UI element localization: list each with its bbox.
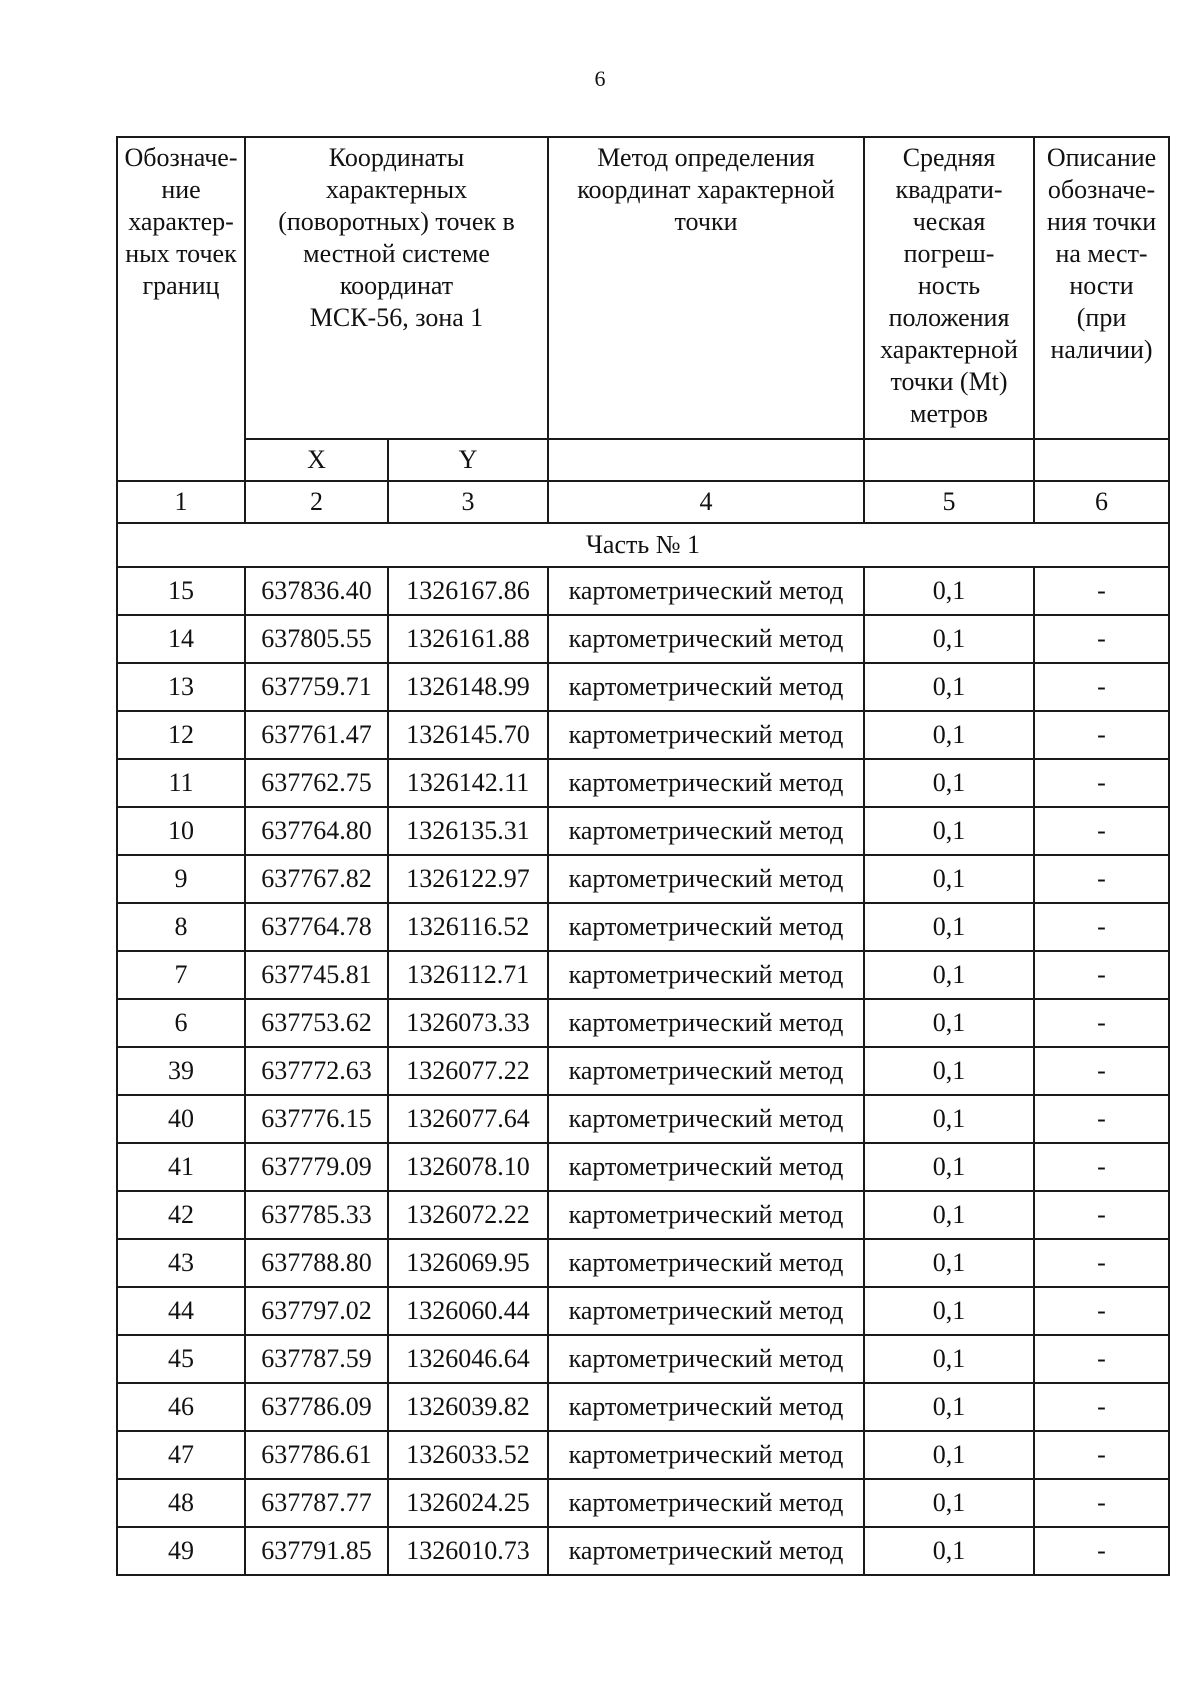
method-cell: картометрический метод <box>548 1287 864 1335</box>
y-coordinate-cell: 1326122.97 <box>388 855 548 903</box>
header-description <box>1034 137 1169 439</box>
y-coordinate-cell: 1326060.44 <box>388 1287 548 1335</box>
method-cell: картометрический метод <box>548 615 864 663</box>
header-text-line: квадрати- <box>895 175 1003 204</box>
y-coordinate-cell: 1326135.31 <box>388 807 548 855</box>
mean-square-error-cell: 0,1 <box>864 807 1034 855</box>
y-coordinate-cell: 1326112.71 <box>388 951 548 999</box>
column-number: 3 <box>388 481 548 523</box>
column-number: 2 <box>245 481 388 523</box>
x-coordinate-cell: 637761.47 <box>245 711 388 759</box>
mean-square-error-cell: 0,1 <box>864 1431 1034 1479</box>
method-cell: картометрический метод <box>548 1191 864 1239</box>
point-id-cell: 49 <box>117 1527 245 1575</box>
method-cell: картометрический метод <box>548 1431 864 1479</box>
table-row <box>117 1287 1169 1335</box>
table-row <box>117 999 1169 1047</box>
table-row <box>117 1431 1169 1479</box>
header-coordinates <box>245 137 548 439</box>
header-text-line: наличии) <box>1050 335 1153 364</box>
part-title-row <box>117 523 1169 567</box>
column-numbers-row <box>117 481 1169 523</box>
description-cell: - <box>1034 1383 1169 1431</box>
table-row <box>117 615 1169 663</box>
header-text-line: характерных <box>325 175 468 204</box>
description-cell: - <box>1034 1191 1169 1239</box>
table-row <box>117 1047 1169 1095</box>
mean-square-error-cell: 0,1 <box>864 1479 1034 1527</box>
table-row <box>117 1479 1169 1527</box>
header-text-line: (при <box>1076 303 1127 332</box>
mean-square-error-cell: 0,1 <box>864 1191 1034 1239</box>
point-id-cell: 44 <box>117 1287 245 1335</box>
header-text-line: Описание <box>1046 143 1157 172</box>
point-id-cell: 47 <box>117 1431 245 1479</box>
description-cell: - <box>1034 1431 1169 1479</box>
y-coordinate-cell: 1326116.52 <box>388 903 548 951</box>
method-cell: картометрический метод <box>548 999 864 1047</box>
y-coordinate-cell: 1326145.70 <box>388 711 548 759</box>
header-text-line: местной системе <box>303 239 490 268</box>
method-cell: картометрический метод <box>548 951 864 999</box>
header-text-line: ческая <box>912 207 986 236</box>
description-cell: - <box>1034 903 1169 951</box>
mean-square-error-cell: 0,1 <box>864 1047 1034 1095</box>
table-row <box>117 1335 1169 1383</box>
header-text-line: Метод определения <box>597 143 815 172</box>
point-id-cell: 8 <box>117 903 245 951</box>
point-id-cell: 48 <box>117 1479 245 1527</box>
point-id-cell: 40 <box>117 1095 245 1143</box>
header-text-line: Обозначе- <box>124 143 238 172</box>
coordinates-table <box>116 136 1170 1576</box>
header-xy-blank-description <box>1034 439 1169 481</box>
x-coordinate-cell: 637779.09 <box>245 1143 388 1191</box>
description-cell: - <box>1034 1239 1169 1287</box>
header-text-line: Координаты <box>328 143 465 172</box>
mean-square-error-cell: 0,1 <box>864 855 1034 903</box>
point-id-cell: 43 <box>117 1239 245 1287</box>
x-coordinate-cell: 637759.71 <box>245 663 388 711</box>
description-cell: - <box>1034 807 1169 855</box>
table-row <box>117 663 1169 711</box>
header-text-line: ность <box>917 271 981 300</box>
table-row <box>117 807 1169 855</box>
part-title: Часть № 1 <box>117 523 1169 567</box>
y-coordinate-cell: 1326024.25 <box>388 1479 548 1527</box>
mean-square-error-cell: 0,1 <box>864 615 1034 663</box>
y-coordinate-cell: 1326167.86 <box>388 567 548 615</box>
header-text-line: координат характерной <box>577 175 835 204</box>
header-text-line: обозначе- <box>1047 175 1156 204</box>
description-cell: - <box>1034 1287 1169 1335</box>
method-cell: картометрический метод <box>548 1383 864 1431</box>
x-coordinate-cell: 637786.61 <box>245 1431 388 1479</box>
description-cell: - <box>1034 1047 1169 1095</box>
description-cell: - <box>1034 759 1169 807</box>
header-method <box>548 137 864 439</box>
mean-square-error-cell: 0,1 <box>864 1287 1034 1335</box>
x-coordinate-cell: 637753.62 <box>245 999 388 1047</box>
x-coordinate-cell: 637762.75 <box>245 759 388 807</box>
y-coordinate-cell: 1326077.64 <box>388 1095 548 1143</box>
column-number: 4 <box>548 481 864 523</box>
page-number: 6 <box>594 66 606 91</box>
column-number: 6 <box>1034 481 1169 523</box>
table-row <box>117 1239 1169 1287</box>
x-coordinate-cell: 637836.40 <box>245 567 388 615</box>
point-id-cell: 46 <box>117 1383 245 1431</box>
table-row <box>117 903 1169 951</box>
header-text-line: характер- <box>128 207 234 236</box>
x-coordinate-cell: 637797.02 <box>245 1287 388 1335</box>
x-coordinate-cell: 637745.81 <box>245 951 388 999</box>
description-cell: - <box>1034 663 1169 711</box>
description-cell: - <box>1034 1143 1169 1191</box>
y-coordinate-cell: 1326069.95 <box>388 1239 548 1287</box>
mean-square-error-cell: 0,1 <box>864 567 1034 615</box>
table-row <box>117 1191 1169 1239</box>
header-text-line: границ <box>142 271 220 300</box>
table-row <box>117 1095 1169 1143</box>
method-cell: картометрический метод <box>548 1335 864 1383</box>
y-coordinate-cell: 1326078.10 <box>388 1143 548 1191</box>
point-id-cell: 15 <box>117 567 245 615</box>
mean-square-error-cell: 0,1 <box>864 1527 1034 1575</box>
description-cell: - <box>1034 1479 1169 1527</box>
x-coordinate-cell: 637805.55 <box>245 615 388 663</box>
method-cell: картометрический метод <box>548 1239 864 1287</box>
x-coordinate-cell: 637785.33 <box>245 1191 388 1239</box>
table-row <box>117 855 1169 903</box>
table-row <box>117 951 1169 999</box>
y-coordinate-cell: 1326148.99 <box>388 663 548 711</box>
point-id-cell: 6 <box>117 999 245 1047</box>
header-text-line: (поворотных) точек в <box>278 207 515 236</box>
header-text-line: точки (Mt) <box>890 367 1008 396</box>
method-cell: картометрический метод <box>548 1047 864 1095</box>
y-coordinate-cell: 1326046.64 <box>388 1335 548 1383</box>
method-cell: картометрический метод <box>548 1143 864 1191</box>
header-row <box>117 137 1169 439</box>
table-row <box>117 567 1169 615</box>
mean-square-error-cell: 0,1 <box>864 1095 1034 1143</box>
y-coordinate-cell: 1326010.73 <box>388 1527 548 1575</box>
header-xy-blank-method <box>548 439 864 481</box>
method-cell: картометрический метод <box>548 663 864 711</box>
x-coordinate-cell: 637764.80 <box>245 807 388 855</box>
table-row <box>117 1143 1169 1191</box>
table-row <box>117 711 1169 759</box>
x-coordinate-cell: 637772.63 <box>245 1047 388 1095</box>
header-text-line: метров <box>910 399 988 428</box>
method-cell: картометрический метод <box>548 807 864 855</box>
header-text-line: погреш- <box>903 239 995 268</box>
point-id-cell: 45 <box>117 1335 245 1383</box>
x-coordinate-cell: 637788.80 <box>245 1239 388 1287</box>
x-coordinate-cell: 637787.77 <box>245 1479 388 1527</box>
point-id-cell: 42 <box>117 1191 245 1239</box>
method-cell: картометрический метод <box>548 1479 864 1527</box>
description-cell: - <box>1034 1527 1169 1575</box>
x-coordinate-cell: 637776.15 <box>245 1095 388 1143</box>
y-coordinate-cell: 1326142.11 <box>388 759 548 807</box>
header-y: Y <box>388 439 548 481</box>
header-text-line: характерной <box>880 335 1018 364</box>
point-id-cell: 39 <box>117 1047 245 1095</box>
y-coordinate-cell: 1326039.82 <box>388 1383 548 1431</box>
header-text-line: координат <box>339 271 454 300</box>
point-id-cell: 41 <box>117 1143 245 1191</box>
y-coordinate-cell: 1326077.22 <box>388 1047 548 1095</box>
method-cell: картометрический метод <box>548 1095 864 1143</box>
mean-square-error-cell: 0,1 <box>864 663 1034 711</box>
mean-square-error-cell: 0,1 <box>864 1335 1034 1383</box>
header-text-line: ния точки <box>1046 207 1157 236</box>
header-x: X <box>245 439 388 481</box>
header-text-line: ние <box>161 175 201 204</box>
description-cell: - <box>1034 855 1169 903</box>
x-coordinate-cell: 637787.59 <box>245 1335 388 1383</box>
table-row <box>117 759 1169 807</box>
mean-square-error-cell: 0,1 <box>864 1143 1034 1191</box>
point-id-cell: 7 <box>117 951 245 999</box>
header-text-line: Средняя <box>902 143 996 172</box>
column-number: 1 <box>117 481 245 523</box>
y-coordinate-cell: 1326073.33 <box>388 999 548 1047</box>
mean-square-error-cell: 0,1 <box>864 951 1034 999</box>
method-cell: картометрический метод <box>548 567 864 615</box>
y-coordinate-cell: 1326161.88 <box>388 615 548 663</box>
x-coordinate-cell: 637786.09 <box>245 1383 388 1431</box>
description-cell: - <box>1034 567 1169 615</box>
mean-square-error-cell: 0,1 <box>864 759 1034 807</box>
description-cell: - <box>1034 951 1169 999</box>
header-text-line: МСК-56, зона 1 <box>309 303 484 332</box>
y-coordinate-cell: 1326033.52 <box>388 1431 548 1479</box>
header-xy-blank-error <box>864 439 1034 481</box>
method-cell: картометрический метод <box>548 855 864 903</box>
point-id-cell: 14 <box>117 615 245 663</box>
mean-square-error-cell: 0,1 <box>864 903 1034 951</box>
header-xy-row <box>117 439 1169 481</box>
method-cell: картометрический метод <box>548 903 864 951</box>
point-id-cell: 10 <box>117 807 245 855</box>
description-cell: - <box>1034 1335 1169 1383</box>
method-cell: картометрический метод <box>548 1527 864 1575</box>
mean-square-error-cell: 0,1 <box>864 711 1034 759</box>
description-cell: - <box>1034 1095 1169 1143</box>
x-coordinate-cell: 637767.82 <box>245 855 388 903</box>
header-text-line: ных точек <box>125 239 237 268</box>
point-id-cell: 9 <box>117 855 245 903</box>
table-row <box>117 1527 1169 1575</box>
column-number: 5 <box>864 481 1034 523</box>
header-text-line: точки <box>674 207 738 236</box>
description-cell: - <box>1034 615 1169 663</box>
header-text-line: положения <box>888 303 1010 332</box>
mean-square-error-cell: 0,1 <box>864 999 1034 1047</box>
header-text-line: на мест- <box>1055 239 1148 268</box>
method-cell: картометрический метод <box>548 759 864 807</box>
header-mean-square-error <box>864 137 1034 439</box>
y-coordinate-cell: 1326072.22 <box>388 1191 548 1239</box>
x-coordinate-cell: 637791.85 <box>245 1527 388 1575</box>
point-id-cell: 12 <box>117 711 245 759</box>
table-row <box>117 1383 1169 1431</box>
description-cell: - <box>1034 999 1169 1047</box>
point-id-cell: 11 <box>117 759 245 807</box>
header-point-designation <box>117 137 245 481</box>
header-text-line: ности <box>1069 271 1134 300</box>
mean-square-error-cell: 0,1 <box>864 1383 1034 1431</box>
method-cell: картометрический метод <box>548 711 864 759</box>
x-coordinate-cell: 637764.78 <box>245 903 388 951</box>
description-cell: - <box>1034 711 1169 759</box>
mean-square-error-cell: 0,1 <box>864 1239 1034 1287</box>
point-id-cell: 13 <box>117 663 245 711</box>
